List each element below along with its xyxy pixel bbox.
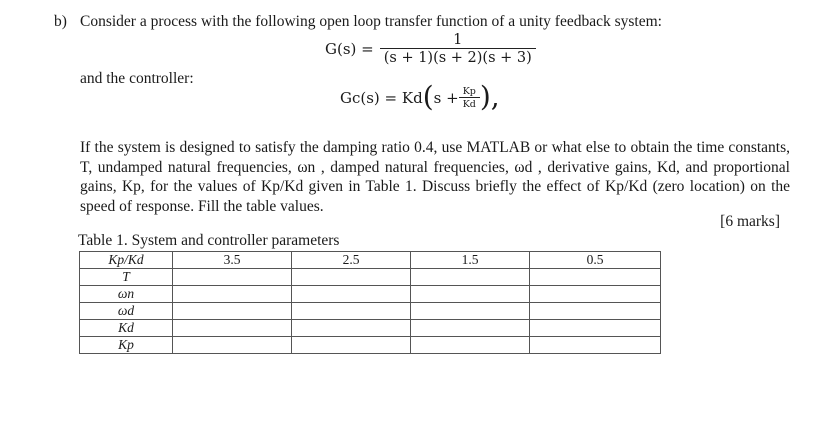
empty-cell[interactable] xyxy=(411,269,530,286)
empty-cell[interactable] xyxy=(411,286,530,303)
empty-cell[interactable] xyxy=(292,303,411,320)
row-label-cell: T xyxy=(80,269,173,286)
header-value-cell: 3.5 xyxy=(173,252,292,269)
empty-cell[interactable] xyxy=(292,269,411,286)
controller-lhs: Gc(s) = Kd xyxy=(340,89,423,107)
controller-text: and the controller: xyxy=(80,70,194,87)
empty-cell[interactable] xyxy=(292,320,411,337)
plant-numerator: 1 xyxy=(453,32,463,48)
empty-cell[interactable] xyxy=(173,269,292,286)
controller-s-plus: s + xyxy=(433,89,459,107)
empty-cell[interactable] xyxy=(411,337,530,354)
empty-cell[interactable] xyxy=(530,303,661,320)
table-header-row xyxy=(80,252,661,269)
table-caption: Table 1. System and controller parameters xyxy=(78,232,340,249)
empty-cell[interactable] xyxy=(530,286,661,303)
header-label-cell: Kp/Kd xyxy=(80,252,173,269)
header-value-cell: 1.5 xyxy=(411,252,530,269)
controller-open-paren: ( xyxy=(422,80,434,113)
empty-cell[interactable] xyxy=(173,286,292,303)
empty-cell[interactable] xyxy=(530,337,661,354)
row-label-cell: ωd xyxy=(80,303,173,320)
controller-close-paren: ), xyxy=(479,80,500,113)
question-label: b) xyxy=(54,13,67,30)
empty-cell[interactable] xyxy=(173,303,292,320)
empty-cell[interactable] xyxy=(530,320,661,337)
row-label-cell: ωn xyxy=(80,286,173,303)
controller-ratio-num: Kp xyxy=(462,86,476,97)
table-row xyxy=(80,337,661,354)
marks-label: [6 marks] xyxy=(720,213,780,230)
parameters-table xyxy=(79,251,661,354)
empty-cell[interactable] xyxy=(292,286,411,303)
table-row xyxy=(80,286,661,303)
table-row xyxy=(80,269,661,286)
question-intro: Consider a process with the following open loop transfer function of a unity feedback system: xyxy=(80,13,662,30)
controller-transfer-function xyxy=(340,80,500,113)
controller-ratio xyxy=(459,86,480,110)
plant-fraction xyxy=(380,32,536,66)
header-value-cell: 0.5 xyxy=(530,252,661,269)
empty-cell[interactable] xyxy=(411,320,530,337)
plant-transfer-function xyxy=(325,32,536,66)
empty-cell[interactable] xyxy=(530,269,661,286)
empty-cell[interactable] xyxy=(411,303,530,320)
table-row xyxy=(80,320,661,337)
row-label-cell: Kp xyxy=(80,337,173,354)
row-label-cell: Kd xyxy=(80,320,173,337)
controller-ratio-den: Kd xyxy=(459,97,480,110)
table-row xyxy=(80,303,661,320)
empty-cell[interactable] xyxy=(173,320,292,337)
plant-denominator: (s + 1)(s + 2)(s + 3) xyxy=(380,48,536,66)
empty-cell[interactable] xyxy=(292,337,411,354)
empty-cell[interactable] xyxy=(173,337,292,354)
question-paragraph: If the system is designed to satisfy the damping ratio 0.4, use MATLAB or what else to obtain the time constants, T, undamped natural frequencies, ωn , damped natural frequencies, ωd , derivative gains, Kd, and proportional gains, Kp, for the values of Kp/Kd given in Table 1. Discuss briefly the effect of Kp/Kd (zero location) on the speed of response. Fill the table values. xyxy=(80,139,790,215)
header-value-cell: 2.5 xyxy=(292,252,411,269)
plant-lhs: G(s) = xyxy=(325,40,374,58)
